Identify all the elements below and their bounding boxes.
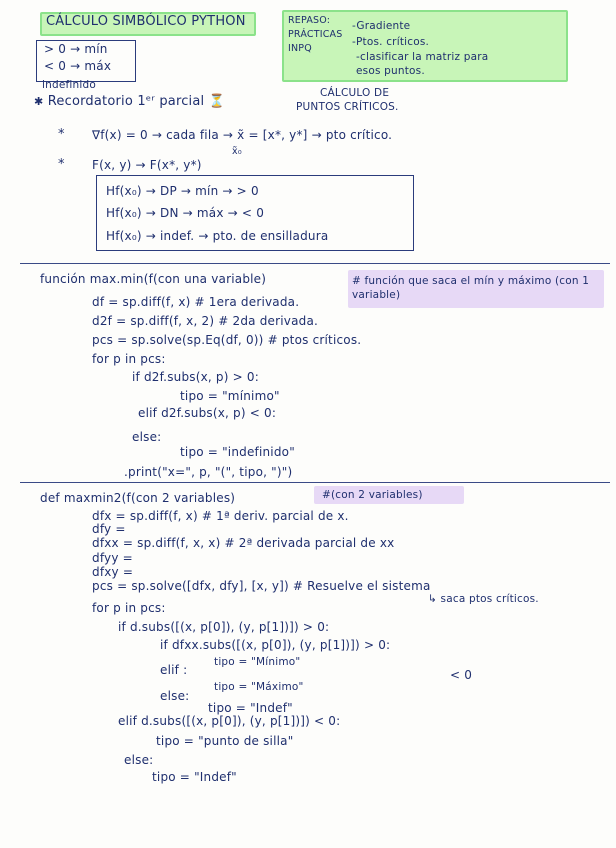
hessian-indef-line: Hf(x₀) → indef. → pto. de ensilladura [106,229,329,243]
repaso-item-4: esos puntos. [356,65,425,77]
code-line: tipo = "mínimo" [180,389,280,403]
code-line: tipo = "Mínimo" [214,656,301,668]
sign-positive: > 0 → mín [44,42,108,56]
star-icon: ✱ [34,95,44,108]
calculo-title-1: CÁLCULO DE [320,87,390,99]
repaso-item-1: -Gradiente [352,20,411,32]
code-line: else: [132,430,162,444]
code-line: if d.subs([(x, p[0]), (y, p[1])]) > 0: [118,620,330,634]
calculo-title-2: PUNTOS CRÍTICOS. [296,101,399,113]
code-line: pcs = sp.solve(sp.Eq(df, 0)) # ptos críticos. [92,333,362,347]
hessian-dn-line: Hf(x₀) → DN → máx → < 0 [106,206,265,220]
code-line: ↳ saca ptos críticos. [428,593,539,605]
repaso-label: REPASO: [288,15,331,26]
bullet-1: * [58,127,65,142]
function-eval-line: F(x, y) → F(x*, y*) [92,158,202,172]
sign-negative: < 0 → máx [44,59,112,73]
code-line: dfx = sp.diff(f, x) # 1ª deriv. parcial de x. [92,509,349,523]
code-line: dfxx = sp.diff(f, x, x) # 2ª derivada parcial de xx [92,536,395,550]
code-line: tipo = "indefinido" [180,445,295,459]
section2-note: #(con 2 variables) [322,489,423,501]
page-title: CÁLCULO SIMBÓLICO PYTHON [46,14,246,29]
repaso-label-2: PRÁCTICAS [288,29,343,40]
recordatorio-label: Recordatorio 1ᵉʳ parcial [47,94,205,109]
code-line: else: [160,689,190,703]
code-line: tipo = "punto de silla" [156,734,294,748]
recordatorio [34,95,225,109]
gradient-line: ∇f(x) = 0 → cada fila → x̃ = [x*, y*] → pto crítico. [92,128,393,142]
code-line: df = sp.diff(f, x) # 1era derivada. [92,295,300,309]
hourglass-icon: ⏳ [208,94,226,109]
code-line: .print("x=", p, "(", tipo, ")") [124,465,293,479]
code-line: tipo = "Indef" [152,770,237,784]
code-line: dfy = [92,522,126,536]
section1-note: # función que saca el mín y máximo (con 1 variable) [352,275,590,301]
code-line: elif d.subs([(x, p[0]), (y, p[1])]) < 0: [118,714,341,728]
code-line: for p in pcs: [92,352,166,366]
hessian-dp-line: Hf(x₀) → DP → mín → > 0 [106,184,259,198]
code-line: pcs = sp.solve([dfx, dfy], [x, y]) # Resuelve el sistema [92,579,431,593]
code-line: tipo = "Indef" [208,701,293,715]
code-line: elif d2f.subs(x, p) < 0: [138,406,277,420]
repaso-item-2: -Ptos. críticos. [352,36,430,48]
section-divider-2 [20,482,610,483]
code-line: dfxy = [92,565,134,579]
code-line: for p in pcs: [92,601,166,615]
code-line: < 0 [450,668,473,682]
repaso-label-3: INPQ [288,43,312,54]
section1-header: función max.min(f(con una variable) [40,272,267,286]
bullet-2: * [58,157,65,172]
x0-label: x̃₀ [232,146,242,157]
code-line: tipo = "Máximo" [214,681,304,693]
code-line: if d2f.subs(x, p) > 0: [132,370,259,384]
section2-header: def maxmin2(f(con 2 variables) [40,491,236,505]
section-divider-1 [20,263,610,264]
code-line: d2f = sp.diff(f, x, 2) # 2da derivada. [92,314,319,328]
code-line: dfyy = [92,551,133,565]
code-line: else: [124,753,154,767]
code-line: if dfxx.subs([(x, p[0]), (y, p[1])]) > 0: [160,638,391,652]
repaso-item-3: -clasificar la matriz para [356,51,489,63]
code-line: elif : [160,663,188,677]
sign-indef: indefinido [42,79,96,91]
